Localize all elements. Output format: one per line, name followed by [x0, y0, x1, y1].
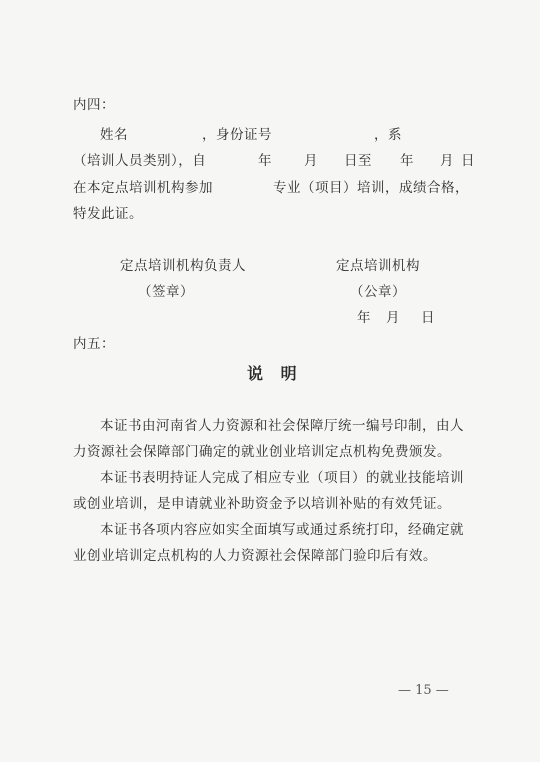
start-month-label: 月 [304, 153, 318, 169]
belongs-label: ，系 [374, 127, 402, 143]
training-institution-prefix: 在本定点培训机构参加 [73, 180, 213, 196]
section5-heading: 内五： [73, 336, 115, 352]
start-day-to-label: 日至 [344, 153, 372, 169]
end-month-label: 月 [440, 153, 454, 169]
issue-month-label: 月 [386, 310, 400, 326]
signature-note: （签章） [138, 284, 194, 300]
end-day-label: 日 [461, 153, 475, 169]
explanation-paragraph3-line2: 业创业培训定点机构的人力资源社会保障部门验印后有效。 [73, 548, 437, 564]
issue-year-label: 年 [357, 310, 371, 326]
page-number: — 15 — [398, 683, 449, 698]
explanation-paragraph2-line2: 或创业培训，是申请就业补助资金予以培训补贴的有效凭证。 [73, 496, 451, 512]
training-result-text: 专业（项目）培训，成绩合格， [273, 180, 469, 196]
official-seal-note: （公章） [350, 284, 406, 300]
end-year-label: 年 [400, 153, 414, 169]
explanation-title: 说 明 [247, 364, 303, 383]
explanation-paragraph3-line1: 本证书各项内容应如实全面填写或通过系统打印，经确定就 [100, 522, 464, 538]
explanation-paragraph1-line1: 本证书由河南省人力资源和社会保障厅统一编号印制，由人 [100, 418, 464, 434]
issue-day-label: 日 [421, 310, 435, 326]
institution-label: 定点培训机构 [336, 258, 420, 274]
trainee-category-label: （培训人员类别），自 [73, 153, 207, 169]
explanation-paragraph1-line2: 力资源社会保障部门确定的就业创业培训定点机构免费颁发。 [73, 444, 451, 460]
id-number-label: ，身份证号 [202, 127, 272, 143]
certificate-issued-text: 特发此证。 [73, 206, 143, 222]
explanation-paragraph2-line1: 本证书表明持证人完成了相应专业（项目）的就业技能培训 [100, 470, 464, 486]
start-year-label: 年 [258, 153, 272, 169]
section4-heading: 内四： [73, 97, 115, 113]
name-label: 姓名 [100, 127, 128, 143]
institution-head-label: 定点培训机构负责人 [120, 258, 246, 274]
